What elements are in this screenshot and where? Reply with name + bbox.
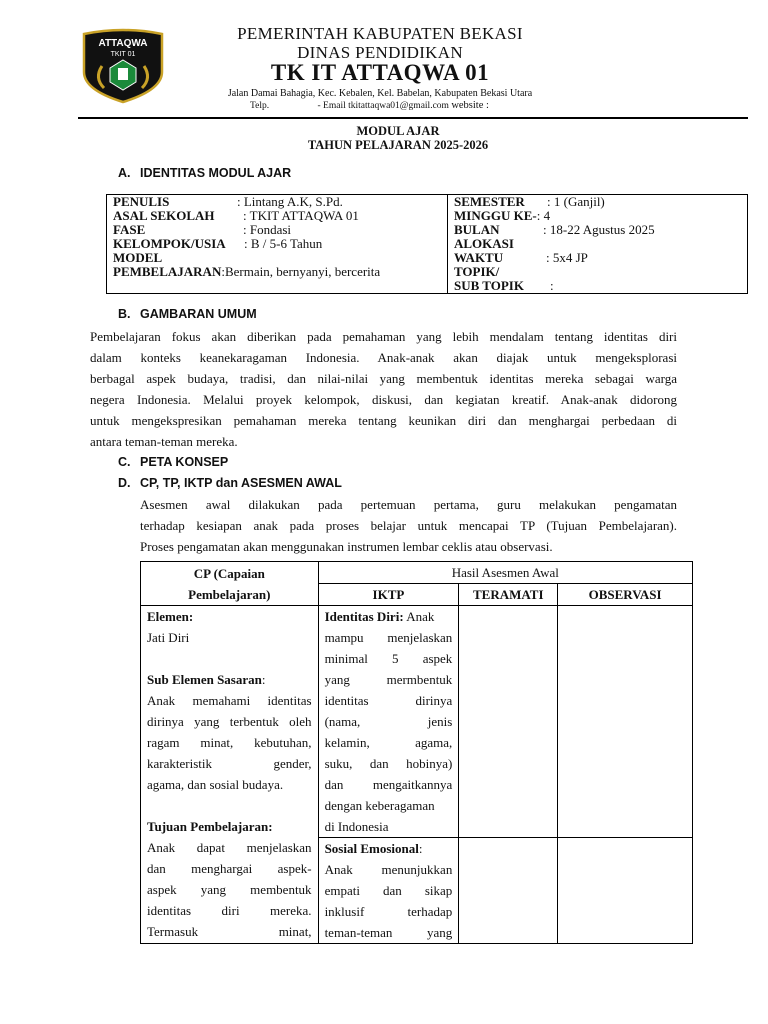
school-name: TK IT ATTAQWA 01 [270, 60, 490, 85]
section-d-number: D. [118, 476, 131, 490]
contact-line [250, 100, 489, 111]
section-c-heading [118, 455, 228, 469]
assessment-table [140, 561, 693, 944]
telp-label: Telp. [250, 101, 270, 111]
school-logo [78, 28, 168, 104]
section-d-heading [118, 476, 342, 490]
observasi-cell-1 [558, 606, 693, 838]
header-cp: CP (Capaian Pembelajaran) [141, 562, 319, 606]
section-a-number: A. [118, 166, 131, 180]
identity-row: PENULIS : Lintang A.K, S.Pd. [113, 194, 343, 209]
observasi-cell-2 [558, 838, 693, 944]
teramati-cell-2 [459, 838, 558, 944]
identity-row: MINGGU KE-: 4 [454, 208, 551, 223]
section-a-title: IDENTITAS MODUL AJAR [140, 166, 292, 180]
doc-subtitle: TAHUN PELAJARAN 2025-2026 [307, 138, 489, 152]
cp-cell: Elemen: Jati Diri Sub Elemen Sasaran: Anak memahami identitas dirinya yang terbentuk oleh ragam minat, kebutuhan, karakteristik gender, agama, dan sosial budaya. Tujuan Pembelajaran: Anak dapat menjelaskan dan menghargai aspek- aspek yang membentuk identitas diri mereka. Termasuk minat, [141, 606, 319, 944]
identity-row: PEMBELAJARAN:Bermain, bernyanyi, bercerita [113, 264, 381, 279]
teramati-cell-1 [459, 606, 558, 838]
letterhead-rule [78, 117, 748, 119]
iktp-sosial-cell: Sosial Emosional: Anak menunjukkan empati dan sikap inklusif terhadap teman-teman yang [318, 838, 459, 944]
identity-row: FASE : Fondasi [113, 222, 292, 237]
identity-row: TOPIK/ [454, 264, 500, 279]
identity-left [113, 195, 380, 279]
header-iktp: IKTP [318, 584, 459, 606]
email-text: - Email tkitattaqwa01@gmail.com [317, 101, 449, 111]
identity-row: BULAN : 18-22 Agustus 2025 [454, 222, 655, 237]
section-b-heading [118, 307, 257, 321]
identity-row: ALOKASI [454, 236, 514, 251]
section-b-title: GAMBARAN UMUM [140, 307, 257, 321]
section-d-paragraph: Asesmen awal dilakukan pada pertemuan pertama, guru melakukan pengamatan terhadap kesiapan anak pada proses belajar untuk mencapai TP (Tujuan Pembelajaran). Proses pengamatan akan menggunakan instrumen lembar ceklis atau observasi. [140, 497, 677, 554]
section-b-number: B. [118, 307, 131, 321]
school-address: Jalan Damai Bahagia, Kec. Kebalen, Kel. Babelan, Kabupaten Bekasi Utara [227, 88, 533, 99]
letterhead-line2: DINAS PENDIDIKAN [297, 43, 463, 62]
letterhead-line1: PEMERINTAH KABUPATEN BEKASI [237, 24, 523, 43]
identity-right [454, 195, 655, 293]
header-hasil: Hasil Asesmen Awal [318, 562, 692, 584]
section-a-heading [118, 166, 291, 180]
doc-title: MODUL AJAR [356, 124, 440, 138]
section-b-paragraph: Pembelajaran fokus akan diberikan pada pemahaman yang lebih mendalam tentang identitas diri dalam konteks keanekaragaman Indonesia. Anak-anak akan diajak untuk mengeksplorasi berbagal aspek budaya, tradisi, dan nilai-nilai yang membentuk identitas mereka sebagai warga negera Indonesia. Melalui proyek kelompok, diskusi, dan kegiatan kreatif. Anak-anak didorong untuk mengekspresikan pemahaman mereka tentang keunikan diri dan menghargai perbedaan di antara teman-teman mereka. [90, 329, 677, 449]
identity-row: SEMESTER : 1 (Ganjil) [454, 194, 605, 209]
section-c-title: PETA KONSEP [140, 455, 229, 469]
section-d-title: CP, TP, IKTP dan ASESMEN AWAL [140, 476, 342, 490]
identity-row: KELOMPOK/USIA : B / 5-6 Tahun [113, 236, 323, 251]
identity-row: WAKTU : 5x4 JP [454, 250, 588, 265]
identity-row: MODEL [113, 250, 163, 265]
header-teramati: TERAMATI [459, 584, 558, 606]
identity-row: ASAL SEKOLAH : TKIT ATTAQWA 01 [113, 208, 359, 223]
svg-text:ATTAQWA: ATTAQWA [98, 38, 148, 49]
website-label: website : [451, 100, 489, 111]
section-c-number: C. [118, 455, 131, 469]
svg-text:TKIT 01: TKIT 01 [110, 51, 136, 58]
iktp-identitas-cell: Identitas Diri: Anak mampu menjelaskan minimal 5 aspek yang mermbentuk identitas dirinya (nama, jenis kelamin, agama, suku, dan hobinya) dan mengaitkannya dengan keberagaman di Indonesia [318, 606, 459, 838]
header-observasi: OBSERVASI [558, 584, 693, 606]
identity-row: SUB TOPIK : [454, 278, 554, 293]
